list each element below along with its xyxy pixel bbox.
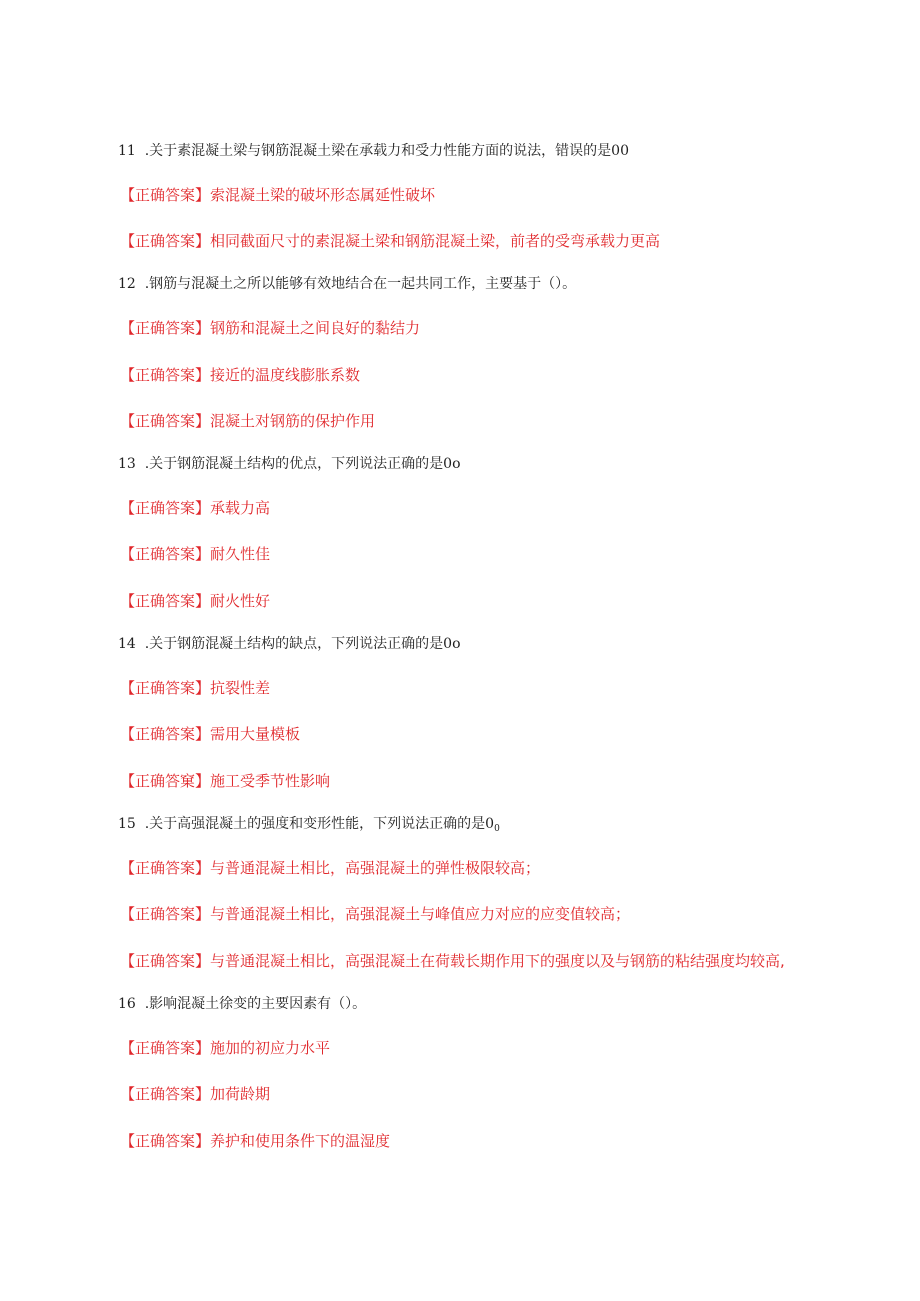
answer-13-1: 【正确答案】承载力高: [120, 499, 271, 517]
answer-16-1: 【正确答案】施加的初应力水平: [120, 1039, 331, 1057]
answer-14-1: 【正确答案】抗裂性差: [120, 679, 271, 697]
question-13: 13 .关于钢筋混凝土结构的优点，下列说法正确的是0o: [118, 456, 461, 472]
question-16: 16 .影响混凝土徐变的主要因素有（）。: [118, 996, 367, 1012]
answer-11-1: 【正确答案】索混凝土梁的破坏形态属延性破坏: [120, 186, 436, 204]
answer-13-2: 【正确答案】耐久性佳: [120, 545, 271, 563]
answer-14-2: 【正确答案】需用大量模板: [120, 725, 301, 743]
question-14: 14 .关于钢筋混凝土结构的缺点，下列说法正确的是0o: [118, 636, 461, 652]
question-15-text: 15 .关于高强混凝土的强度和变形性能，下列说法正确的是0: [118, 816, 495, 832]
answer-12-1: 【正确答案】钢筋和混凝土之间良好的黏结力: [120, 319, 421, 337]
answer-14-3: 【正确答窠】施工受季节性影响: [120, 772, 331, 790]
answer-16-3: 【正确答案】养护和使用条件下的温湿度: [120, 1132, 391, 1150]
answer-12-2: 【正确答案】接近的温度线膨胀系数: [120, 366, 361, 384]
answer-11-2: 【正确答案】相同截面尺寸的素混凝土梁和钢筋混凝土梁，前者的受弯承载力更高: [120, 232, 661, 250]
question-15-subscript: 0: [494, 824, 500, 834]
answer-15-3: 【正确答案】与普通混凝土相比，高强混凝土在荷载长期作用下的强度以及与钢筋的粘结强度均较高,: [120, 952, 785, 970]
answer-16-2: 【正确答案】加荷龄期: [120, 1085, 271, 1103]
answer-15-1: 【正确答案】与普通混凝土相比，高强混凝土的弹性极限较高；: [120, 859, 541, 877]
question-11: 11 .关于素混凝土梁与钢筋混凝土梁在承载力和受力性能方面的说法，错误的是00: [118, 143, 629, 159]
question-12: 12 .钢筋与混凝土之所以能够有效地结合在一起共同工作，主要基于（）。: [118, 276, 577, 292]
answer-15-2: 【正确答案】与普通混凝土相比，高强混凝土与峰值应力对应的应变值较高；: [120, 905, 631, 923]
answer-12-3: 【正确答案】混凝土对钢筋的保护作用: [120, 412, 376, 430]
question-15: [118, 817, 500, 834]
answer-13-3: 【正确答案】耐火性好: [120, 592, 271, 610]
